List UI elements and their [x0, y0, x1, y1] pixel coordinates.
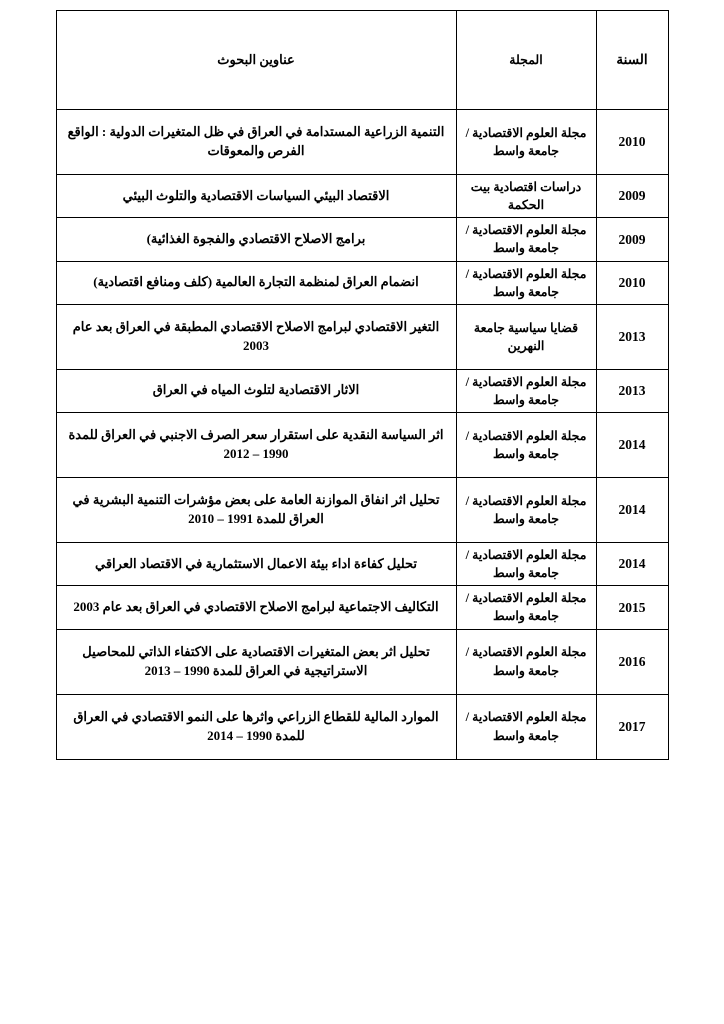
cell-research-title: التغير الاقتصادي لبرامج الاصلاح الاقتصادي المطبقة في العراق بعد عام 2003	[56, 304, 456, 369]
cell-year: 2017	[596, 694, 668, 759]
cell-year: 2010	[596, 261, 668, 304]
cell-year: 2013	[596, 304, 668, 369]
cell-research-title: التنمية الزراعية المستدامة في العراق في ظل المتغيرات الدولية : الواقع الفرص والمعوقات	[56, 110, 456, 175]
cell-research-title: انضمام العراق لمنظمة التجارة العالمية (كلف ومنافع اقتصادية)	[56, 261, 456, 304]
cell-year: 2009	[596, 218, 668, 261]
cell-journal: مجلة العلوم الاقتصادية / جامعة واسط	[456, 218, 596, 261]
cell-research-title: تحليل كفاءة اداء بيئة الاعمال الاستثمارية في الاقتصاد العراقي	[56, 543, 456, 586]
cell-journal: مجلة العلوم الاقتصادية / جامعة واسط	[456, 478, 596, 543]
cell-journal: مجلة العلوم الاقتصادية / جامعة واسط	[456, 413, 596, 478]
table-row	[56, 478, 668, 543]
cell-research-title: تحليل اثر بعض المتغيرات الاقتصادية على الاكتفاء الذاتي للمحاصيل الاستراتيجية في العراق للمدة 1990 – 2013	[56, 629, 456, 694]
table-header	[56, 11, 668, 110]
cell-year: 2014	[596, 543, 668, 586]
cell-year: 2014	[596, 478, 668, 543]
cell-journal: مجلة العلوم الاقتصادية / جامعة واسط	[456, 369, 596, 412]
cell-journal: مجلة العلوم الاقتصادية / جامعة واسط	[456, 261, 596, 304]
cell-journal: دراسات اقتصادية بيت الحكمة	[456, 175, 596, 218]
table-row	[56, 629, 668, 694]
research-publications-table	[56, 10, 669, 760]
column-header-title: عناوين البحوث	[56, 11, 456, 110]
cell-year: 2013	[596, 369, 668, 412]
table-row	[56, 261, 668, 304]
cell-research-title: تحليل اثر انفاق الموازنة العامة على بعض مؤشرات التنمية البشرية في العراق للمدة 1991 – 2010	[56, 478, 456, 543]
cell-research-title: الاثار الاقتصادية لتلوث المياه في العراق	[56, 369, 456, 412]
table-row	[56, 369, 668, 412]
cell-journal: مجلة العلوم الاقتصادية / جامعة واسط	[456, 110, 596, 175]
table-row	[56, 543, 668, 586]
cell-research-title: التكاليف الاجتماعية لبرامج الاصلاح الاقتصادي في العراق بعد عام 2003	[56, 586, 456, 629]
cell-year: 2015	[596, 586, 668, 629]
table-row	[56, 413, 668, 478]
cell-journal: مجلة العلوم الاقتصادية / جامعة واسط	[456, 629, 596, 694]
cell-year: 2016	[596, 629, 668, 694]
cell-research-title: الاقتصاد البيئي السياسات الاقتصادية والتلوث البيئي	[56, 175, 456, 218]
cell-journal: قضايا سياسية جامعة النهرين	[456, 304, 596, 369]
cell-research-title: الموارد المالية للقطاع الزراعي واثرها على النمو الاقتصادي في العراق للمدة 1990 – 2014	[56, 694, 456, 759]
table-row	[56, 218, 668, 261]
table-row	[56, 110, 668, 175]
table-row	[56, 175, 668, 218]
cell-year: 2010	[596, 110, 668, 175]
column-header-journal: المجلة	[456, 11, 596, 110]
table-row	[56, 694, 668, 759]
table-header-row	[56, 11, 668, 110]
cell-journal: مجلة العلوم الاقتصادية / جامعة واسط	[456, 694, 596, 759]
table-row	[56, 586, 668, 629]
cell-research-title: اثر السياسة النقدية على استقرار سعر الصرف الاجنبي في العراق للمدة 1990 – 2012	[56, 413, 456, 478]
column-header-year: السنة	[596, 11, 668, 110]
table-row	[56, 304, 668, 369]
cell-year: 2014	[596, 413, 668, 478]
cell-journal: مجلة العلوم الاقتصادية / جامعة واسط	[456, 586, 596, 629]
table-body	[56, 110, 668, 760]
cell-research-title: برامج الاصلاح الاقتصادي والفجوة الغذائية)	[56, 218, 456, 261]
cell-journal: مجلة العلوم الاقتصادية / جامعة واسط	[456, 543, 596, 586]
cell-year: 2009	[596, 175, 668, 218]
